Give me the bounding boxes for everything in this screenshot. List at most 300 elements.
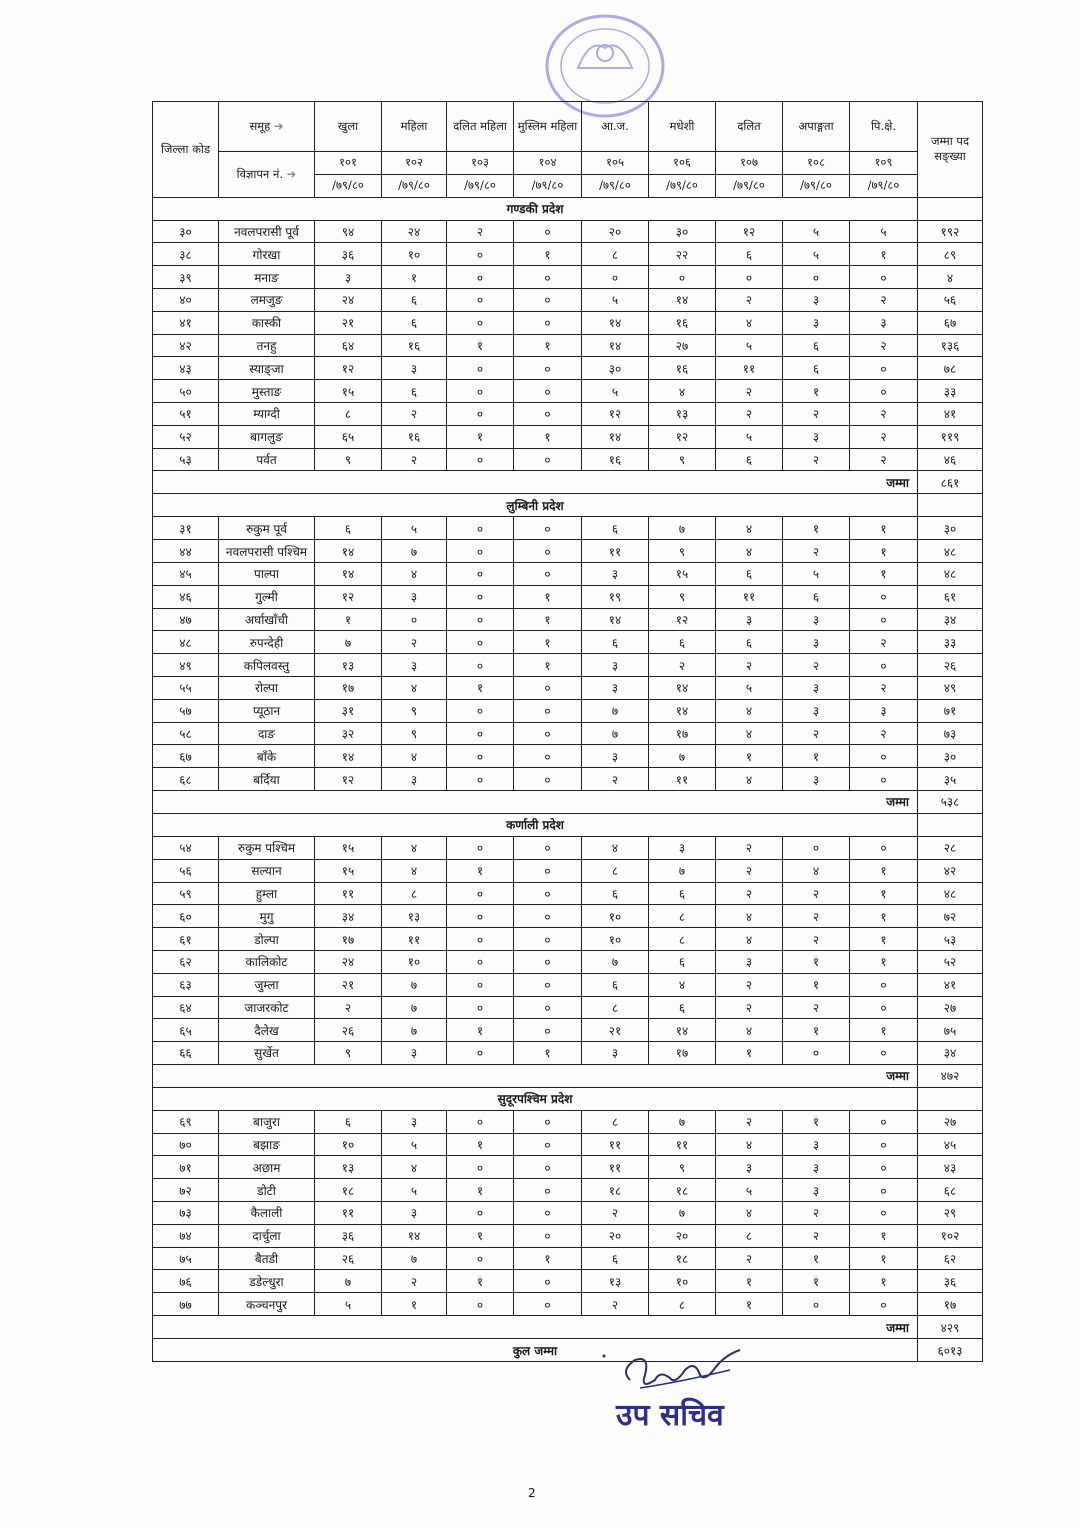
table-cell: ७ xyxy=(582,950,649,973)
table-cell: मुस्ताङ xyxy=(219,380,315,403)
table-row xyxy=(153,334,983,357)
table-cell: १४ xyxy=(382,1224,447,1247)
table-row xyxy=(153,1224,983,1247)
table-cell: ४ xyxy=(716,1202,783,1225)
table-cell: २ xyxy=(783,654,850,677)
table-cell: ६ xyxy=(716,562,783,585)
table-cell: ३३ xyxy=(918,380,983,403)
arrow-right-icon: ➜ xyxy=(286,166,297,181)
table-cell: ० xyxy=(447,882,514,905)
table-row xyxy=(153,1110,983,1133)
table-cell: ४ xyxy=(382,676,447,699)
table-row xyxy=(153,1293,983,1316)
table-cell: ४१ xyxy=(918,402,983,425)
table-row xyxy=(153,380,983,403)
table-cell: ४८ xyxy=(153,631,219,654)
table-cell: रुकुम पूर्व xyxy=(219,517,315,540)
table-cell: १ xyxy=(447,676,514,699)
table-cell: १२ xyxy=(582,402,649,425)
table-cell: ६ xyxy=(582,631,649,654)
table-cell: ७ xyxy=(582,722,649,745)
table-cell: ३ xyxy=(582,676,649,699)
empty-cell xyxy=(918,813,983,836)
table-cell: ० xyxy=(514,1202,582,1225)
table-cell: ३० xyxy=(918,745,983,768)
designation-stamp: उप सचिव xyxy=(616,1398,724,1433)
table-cell: ० xyxy=(514,357,582,380)
table-cell: ७ xyxy=(382,540,447,563)
column-year-header: /७९/८० xyxy=(783,174,850,197)
table-cell: ६ xyxy=(716,243,783,266)
table-cell: ७ xyxy=(649,745,716,768)
table-cell: १ xyxy=(850,562,918,585)
table-cell: ६ xyxy=(382,311,447,334)
advert-number-header: विज्ञापन नं. ➜ xyxy=(219,152,315,198)
column-name-header: दलित xyxy=(716,102,783,152)
table-cell: २ xyxy=(315,996,382,1019)
table-cell: ५ xyxy=(783,220,850,243)
table-row xyxy=(153,357,983,380)
table-cell: १ xyxy=(514,425,582,448)
table-cell: २ xyxy=(783,1224,850,1247)
table-cell: ६ xyxy=(315,1110,382,1133)
grand-total-label: कुल जम्मा xyxy=(153,1339,918,1362)
table-cell: ० xyxy=(447,517,514,540)
column-code-header: १०१ xyxy=(315,152,382,175)
table-cell: ० xyxy=(514,1270,582,1293)
table-cell: ६ xyxy=(649,882,716,905)
table-cell: ४२ xyxy=(153,334,219,357)
table-cell: ० xyxy=(514,517,582,540)
table-cell: २ xyxy=(850,288,918,311)
table-cell: ५ xyxy=(716,334,783,357)
table-cell: २४ xyxy=(382,220,447,243)
table-cell: ६ xyxy=(582,882,649,905)
table-cell: ० xyxy=(514,928,582,951)
table-cell: ६ xyxy=(716,631,783,654)
table-row xyxy=(153,1156,983,1179)
table-cell: ० xyxy=(447,836,514,859)
table-cell: ४९ xyxy=(153,654,219,677)
table-cell: ३६ xyxy=(315,1224,382,1247)
table-cell: ८९ xyxy=(918,243,983,266)
table-cell: २ xyxy=(783,882,850,905)
table-row xyxy=(153,1042,983,1065)
table-cell: १ xyxy=(447,334,514,357)
table-cell: १४ xyxy=(582,425,649,448)
table-cell: ० xyxy=(514,540,582,563)
table-cell: ७१ xyxy=(918,699,983,722)
table-cell: ९ xyxy=(649,1156,716,1179)
table-cell: ३ xyxy=(783,608,850,631)
table-cell: ६४ xyxy=(315,334,382,357)
table-cell: ३ xyxy=(582,562,649,585)
table-cell: १८ xyxy=(649,1179,716,1202)
table-cell: ० xyxy=(514,380,582,403)
table-cell: ६ xyxy=(649,631,716,654)
table-cell: ४ xyxy=(716,928,783,951)
table-cell: ६८ xyxy=(153,768,219,791)
table-cell: ४७ xyxy=(153,608,219,631)
table-cell: ० xyxy=(514,1133,582,1156)
province-title: गण्डकी प्रदेश xyxy=(153,197,918,220)
table-row xyxy=(153,288,983,311)
table-cell: ४५ xyxy=(153,562,219,585)
table-cell: ० xyxy=(514,1293,582,1316)
table-cell: नवलपरासी पश्चिम xyxy=(219,540,315,563)
table-cell: ४ xyxy=(918,266,983,289)
table-cell: १० xyxy=(582,928,649,951)
table-cell: ३३ xyxy=(918,631,983,654)
table-cell: ६ xyxy=(315,517,382,540)
table-row xyxy=(153,973,983,996)
table-cell: १३ xyxy=(315,654,382,677)
table-cell: १४ xyxy=(582,311,649,334)
table-cell: लमजुङ xyxy=(219,288,315,311)
table-cell: अछाम xyxy=(219,1156,315,1179)
table-cell: बैतडी xyxy=(219,1247,315,1270)
table-cell: १० xyxy=(649,1270,716,1293)
table-cell: ० xyxy=(447,1293,514,1316)
table-cell: बागलुङ xyxy=(219,425,315,448)
table-cell: २६ xyxy=(315,1247,382,1270)
table-cell: १० xyxy=(382,950,447,973)
table-cell: ० xyxy=(447,745,514,768)
table-cell: १० xyxy=(315,1133,382,1156)
table-cell: बर्दिया xyxy=(219,768,315,791)
table-cell: १ xyxy=(382,266,447,289)
table-cell: २० xyxy=(582,1224,649,1247)
table-cell: ० xyxy=(447,243,514,266)
table-cell: ६ xyxy=(582,517,649,540)
table-cell: ५ xyxy=(315,1293,382,1316)
table-cell: १ xyxy=(850,905,918,928)
table-cell: ० xyxy=(514,882,582,905)
table-cell: १५ xyxy=(649,562,716,585)
table-row xyxy=(153,836,983,859)
table-cell: १ xyxy=(447,859,514,882)
table-cell: ३ xyxy=(783,699,850,722)
column-year-header: /७९/८० xyxy=(315,174,382,197)
table-cell: १ xyxy=(514,1247,582,1270)
table-cell: जाजरकोट xyxy=(219,996,315,1019)
table-cell: ५३ xyxy=(918,928,983,951)
table-row xyxy=(153,266,983,289)
table-cell: १९ xyxy=(582,585,649,608)
table-cell: ५ xyxy=(382,517,447,540)
table-row xyxy=(153,676,983,699)
table-cell: ५० xyxy=(153,380,219,403)
table-cell: २ xyxy=(850,402,918,425)
table-cell: गोरखा xyxy=(219,243,315,266)
table-row xyxy=(153,425,983,448)
table-cell: २९ xyxy=(918,1202,983,1225)
table-row xyxy=(153,745,983,768)
table-cell: ४ xyxy=(783,859,850,882)
table-cell: बाजुरा xyxy=(219,1110,315,1133)
table-cell: ० xyxy=(514,768,582,791)
table-cell: स्याङ्जा xyxy=(219,357,315,380)
table-cell: २७ xyxy=(918,996,983,1019)
table-cell: ३० xyxy=(153,220,219,243)
group-label-header: समूह ➜ xyxy=(219,102,315,152)
table-cell: ४ xyxy=(716,699,783,722)
table-cell: ३ xyxy=(382,585,447,608)
table-cell: १ xyxy=(447,1224,514,1247)
table-cell: १६ xyxy=(382,334,447,357)
table-cell: ३० xyxy=(582,357,649,380)
table-cell: १ xyxy=(850,540,918,563)
column-name-header: महिला xyxy=(382,102,447,152)
section-total-value: ५३८ xyxy=(918,790,983,813)
table-cell: ३ xyxy=(783,1156,850,1179)
section-total-label: जम्मा xyxy=(153,471,918,494)
table-cell: १६ xyxy=(382,425,447,448)
table-cell: ३५ xyxy=(918,768,983,791)
table-cell: ७३ xyxy=(918,722,983,745)
table-cell: २ xyxy=(716,402,783,425)
table-cell: ४६ xyxy=(918,448,983,471)
table-cell: ७६ xyxy=(153,1270,219,1293)
table-cell: ३ xyxy=(382,1042,447,1065)
table-cell: ० xyxy=(447,540,514,563)
table-cell: ५२ xyxy=(918,950,983,973)
table-cell: ३ xyxy=(783,425,850,448)
table-cell: ७ xyxy=(382,973,447,996)
table-cell: कञ्चनपुर xyxy=(219,1293,315,1316)
table-cell: १६ xyxy=(649,311,716,334)
table-cell: २१ xyxy=(315,973,382,996)
table-row xyxy=(153,905,983,928)
table-cell: ८ xyxy=(649,905,716,928)
table-cell: सल्यान xyxy=(219,859,315,882)
section-total-row xyxy=(153,1064,983,1087)
table-cell: डोटी xyxy=(219,1179,315,1202)
page-number: 2 xyxy=(528,1486,536,1500)
table-cell: ४४ xyxy=(153,540,219,563)
table-cell: ४५ xyxy=(918,1133,983,1156)
table-cell: ५ xyxy=(850,220,918,243)
header-row-names xyxy=(153,102,983,152)
table-cell: ६१ xyxy=(153,928,219,951)
table-cell: २ xyxy=(850,676,918,699)
table-cell: २ xyxy=(716,973,783,996)
table-cell: ० xyxy=(447,1156,514,1179)
section-total-label: जम्मा xyxy=(153,1316,918,1339)
table-cell: २ xyxy=(649,654,716,677)
table-row xyxy=(153,768,983,791)
table-cell: १ xyxy=(850,1247,918,1270)
table-cell: ३८ xyxy=(153,243,219,266)
table-cell: ४ xyxy=(382,859,447,882)
table-cell: २ xyxy=(582,768,649,791)
table-cell: २ xyxy=(716,859,783,882)
table-cell: १ xyxy=(514,631,582,654)
table-cell: ८ xyxy=(582,1110,649,1133)
table-cell: दैलेख xyxy=(219,1019,315,1042)
table-cell: ६ xyxy=(783,334,850,357)
table-cell: डोल्पा xyxy=(219,928,315,951)
table-cell: २० xyxy=(649,1224,716,1247)
table-cell: १ xyxy=(850,1019,918,1042)
column-name-header: मधेशी xyxy=(649,102,716,152)
table-cell: २ xyxy=(716,1247,783,1270)
table-row xyxy=(153,311,983,334)
table-cell: २२ xyxy=(649,243,716,266)
table-cell: ६० xyxy=(153,905,219,928)
table-cell: ३ xyxy=(850,311,918,334)
table-cell: ० xyxy=(514,402,582,425)
table-cell: ३० xyxy=(918,517,983,540)
section-total-row xyxy=(153,1316,983,1339)
table-cell: १ xyxy=(447,1133,514,1156)
table-cell: ३ xyxy=(716,1156,783,1179)
table-cell: मनाङ xyxy=(219,266,315,289)
table-cell: १ xyxy=(783,1270,850,1293)
table-cell: ५४ xyxy=(153,836,219,859)
table-cell: म्याग्दी xyxy=(219,402,315,425)
table-cell: १ xyxy=(850,950,918,973)
table-cell: २ xyxy=(716,654,783,677)
table-cell: ० xyxy=(850,996,918,1019)
table-cell: ६५ xyxy=(153,1019,219,1042)
table-cell: १४ xyxy=(649,699,716,722)
table-cell: २ xyxy=(783,996,850,1019)
table-cell: डडेल्धुरा xyxy=(219,1270,315,1293)
table-cell: १ xyxy=(783,950,850,973)
table-cell: १ xyxy=(716,745,783,768)
table-cell: ४ xyxy=(716,540,783,563)
table-cell: ३ xyxy=(783,288,850,311)
table-cell: ० xyxy=(447,380,514,403)
table-cell: जुम्ला xyxy=(219,973,315,996)
table-cell: ४९ xyxy=(918,676,983,699)
table-cell: ८ xyxy=(582,996,649,1019)
table-cell: ५५ xyxy=(153,676,219,699)
table-cell: ० xyxy=(447,1202,514,1225)
table-cell: तनहु xyxy=(219,334,315,357)
table-cell: ५ xyxy=(382,1133,447,1156)
column-name-header: पि.क्षे. xyxy=(850,102,918,152)
table-cell: ५ xyxy=(716,676,783,699)
table-cell: ७४ xyxy=(153,1224,219,1247)
table-cell: ६ xyxy=(649,950,716,973)
table-cell: ८ xyxy=(649,1293,716,1316)
table-cell: १२ xyxy=(716,220,783,243)
column-year-header: /७९/८० xyxy=(716,174,783,197)
table-cell: २ xyxy=(582,1202,649,1225)
table-cell: ३ xyxy=(783,1179,850,1202)
table-cell: २ xyxy=(382,402,447,425)
table-cell: ० xyxy=(514,1179,582,1202)
table-cell: ११ xyxy=(582,1133,649,1156)
table-cell: ९ xyxy=(382,699,447,722)
table-cell: ५ xyxy=(716,425,783,448)
table-cell: १ xyxy=(716,1293,783,1316)
table-cell: ० xyxy=(447,266,514,289)
column-name-header: मुस्लिम महिला xyxy=(514,102,582,152)
table-cell: ० xyxy=(850,654,918,677)
column-year-header: /७९/८० xyxy=(382,174,447,197)
table-cell: ५३ xyxy=(153,448,219,471)
table-cell: ० xyxy=(514,973,582,996)
table-cell: बझाङ xyxy=(219,1133,315,1156)
table-cell: ६९ xyxy=(153,1110,219,1133)
table-cell: २ xyxy=(850,448,918,471)
table-cell: १ xyxy=(716,1270,783,1293)
table-cell: ३६ xyxy=(918,1270,983,1293)
table-cell: ६५ xyxy=(315,425,382,448)
table-cell: ३ xyxy=(716,608,783,631)
table-cell: ० xyxy=(850,836,918,859)
table-cell: १७ xyxy=(315,928,382,951)
table-cell: ७७ xyxy=(153,1293,219,1316)
table-cell: १ xyxy=(850,1224,918,1247)
table-cell: ५६ xyxy=(153,859,219,882)
table-cell: ० xyxy=(850,266,918,289)
table-cell: २ xyxy=(783,905,850,928)
table-cell: ११ xyxy=(315,882,382,905)
table-cell: ० xyxy=(850,608,918,631)
table-cell: ० xyxy=(783,1042,850,1065)
table-cell: ११ xyxy=(315,1202,382,1225)
table-cell: १ xyxy=(716,1042,783,1065)
table-row xyxy=(153,654,983,677)
table-cell: ० xyxy=(447,357,514,380)
table-cell: ७० xyxy=(153,1133,219,1156)
table-cell: ० xyxy=(850,1133,918,1156)
table-cell: १ xyxy=(447,1019,514,1042)
table-cell: ० xyxy=(447,1110,514,1133)
table-cell: २ xyxy=(850,425,918,448)
table-cell: ७ xyxy=(382,1247,447,1270)
table-cell: ० xyxy=(514,836,582,859)
table-row xyxy=(153,928,983,951)
table-cell: ११ xyxy=(382,928,447,951)
table-cell: ० xyxy=(447,448,514,471)
table-cell: बाँके xyxy=(219,745,315,768)
table-cell: ३१ xyxy=(315,699,382,722)
table-cell: १ xyxy=(514,585,582,608)
table-cell: ४० xyxy=(153,288,219,311)
table-cell: २ xyxy=(716,882,783,905)
table-cell: १२ xyxy=(315,585,382,608)
table-cell: ० xyxy=(447,1042,514,1065)
district-code-header: जिल्ला कोड xyxy=(153,102,219,198)
table-cell: ११ xyxy=(649,768,716,791)
table-cell: २ xyxy=(716,380,783,403)
table-cell: १ xyxy=(783,517,850,540)
grand-total-row xyxy=(153,1339,983,1362)
table-cell: ४८ xyxy=(918,540,983,563)
table-row xyxy=(153,220,983,243)
table-cell: ४ xyxy=(716,311,783,334)
table-cell: ६२ xyxy=(918,1247,983,1270)
table-cell: कालिकोट xyxy=(219,950,315,973)
table-cell: ७८ xyxy=(918,357,983,380)
table-cell: २७ xyxy=(649,334,716,357)
section-total-label: जम्मा xyxy=(153,1064,918,1087)
table-cell: ० xyxy=(514,905,582,928)
table-cell: ६ xyxy=(582,973,649,996)
table-cell: ० xyxy=(447,631,514,654)
table-cell: ७ xyxy=(649,1110,716,1133)
table-cell: २ xyxy=(382,631,447,654)
table-cell: ७ xyxy=(649,859,716,882)
empty-cell xyxy=(918,1087,983,1110)
table-row xyxy=(153,950,983,973)
table-cell: १० xyxy=(382,243,447,266)
